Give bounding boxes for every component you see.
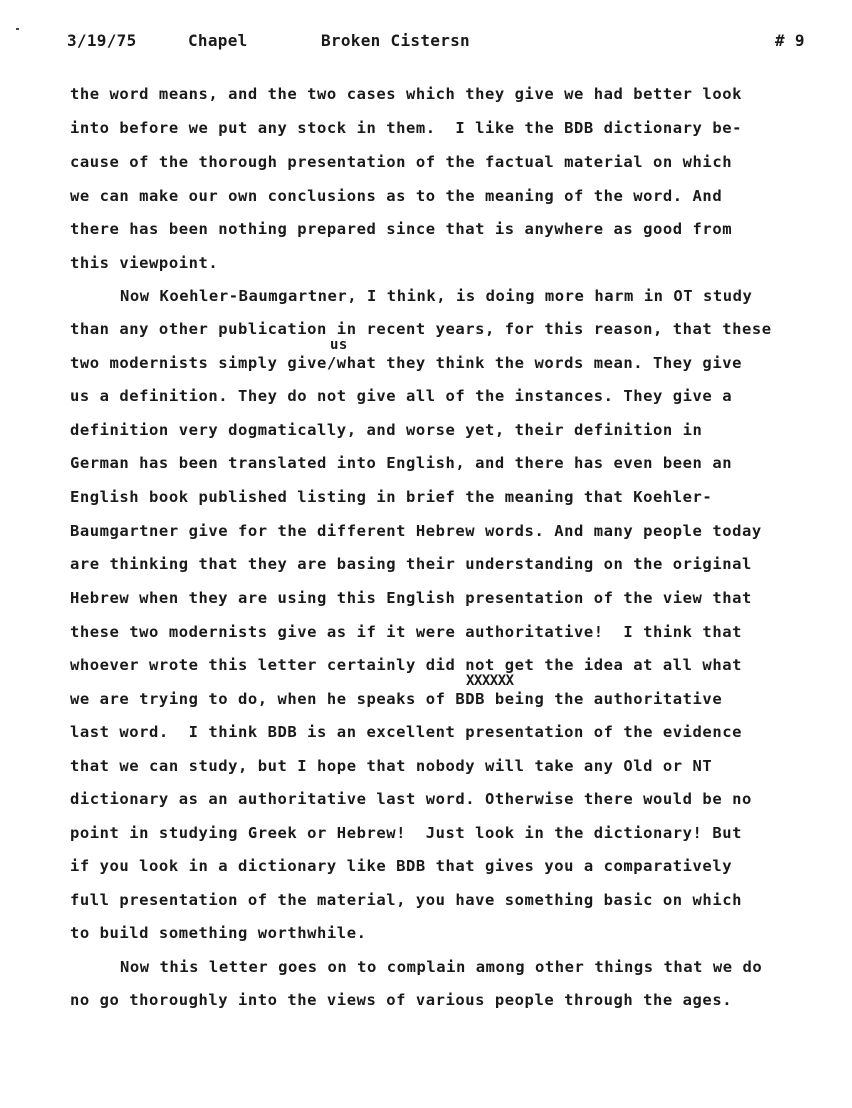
- text-line-22: dictionary as an authoritative last word. Otherwise there would be no: [70, 790, 752, 808]
- header-date: 3/19/75: [67, 31, 137, 50]
- text-line-3: cause of the thorough presentation of the factual material on which: [70, 153, 733, 171]
- text-line-12: German has been translated into English, and there has even been an: [70, 454, 733, 472]
- text-line-25: full presentation of the material, you have something basic on which: [70, 891, 742, 909]
- text-line-10: us a definition. They do not give all of the instances. They give a: [70, 387, 733, 405]
- text-line-5: there has been nothing prepared since that is anywhere as good from: [70, 220, 733, 238]
- text-line-19: we are trying to do, when he speaks of BDB being the authoritative: [70, 690, 723, 708]
- text-line-20: last word. I think BDB is an excellent presentation of the evidence: [70, 723, 742, 741]
- text-line-15: are thinking that they are basing their understanding on the original: [70, 555, 752, 573]
- text-line-6: this viewpoint.: [70, 254, 219, 272]
- text-line-27: Now this letter goes on to complain among other things that we do: [120, 958, 763, 976]
- text-line-17: these two modernists give as if it were authoritative! I think that: [70, 623, 742, 641]
- header-venue: Chapel: [188, 31, 248, 50]
- stray-mark: [16, 28, 19, 30]
- text-line-9: two modernists simply give/what they think the words mean. They give: [70, 354, 742, 372]
- text-line-2: into before we put any stock in them. I like the BDB dictionary be-: [70, 119, 742, 137]
- text-line-28: no go thoroughly into the views of various people through the ages.: [70, 991, 733, 1009]
- text-line-8: than any other publication in recent years, for this reason, that these: [70, 320, 772, 338]
- text-line-13: English book published listing in brief the meaning that Koehler-: [70, 488, 713, 506]
- text-line-7: Now Koehler-Baumgartner, I think, is doing more harm in OT study: [120, 287, 753, 305]
- text-line-16: Hebrew when they are using this English presentation of the view that: [70, 589, 752, 607]
- text-line-23: point in studying Greek or Hebrew! Just look in the dictionary! But: [70, 824, 742, 842]
- text-line-18: whoever wrote this letter certainly did not get the idea at all what: [70, 656, 742, 674]
- text-line-4: we can make our own conclusions as to the meaning of the word. And: [70, 187, 723, 205]
- text-line-11: definition very dogmatically, and worse yet, their definition in: [70, 421, 703, 439]
- text-line-26: to build something worthwhile.: [70, 924, 367, 942]
- handwritten-insertion: us: [330, 337, 348, 353]
- typed-strikeout: XXXXXX: [466, 673, 514, 689]
- header-title: Broken Cistersn: [321, 31, 470, 50]
- text-line-24: if you look in a dictionary like BDB that gives you a comparatively: [70, 857, 733, 875]
- text-line-14: Baumgartner give for the different Hebrew words. And many people today: [70, 522, 762, 540]
- header-page-number: # 9: [775, 31, 805, 50]
- text-line-21: that we can study, but I hope that nobody will take any Old or NT: [70, 757, 713, 775]
- text-line-1: the word means, and the two cases which they give we had better look: [70, 85, 742, 103]
